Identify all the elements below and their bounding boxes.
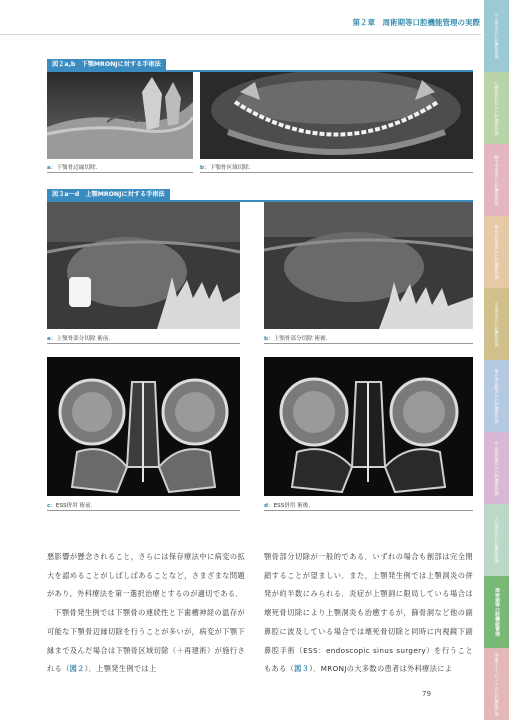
side-tab-6[interactable] [484,360,509,433]
side-tab-8[interactable] [484,504,509,577]
page-number: 79 [422,690,431,698]
side-tab-7[interactable] [484,432,509,505]
figure3a-xray-image [47,202,240,329]
figure3-label: 図３a〜d 上顎MRONJに対する手術法 [47,189,170,200]
figure3d-caption-letter: d [264,503,269,509]
figure2a-caption [47,163,97,171]
figure3d-caption-rule [264,510,473,511]
figure2b-caption-rule [200,172,473,173]
side-tab-1[interactable] [484,0,509,73]
body-text-left-column [47,548,245,679]
side-tab-5[interactable] [484,288,509,361]
side-tab-label: 小児患者の口腔機能管理 [494,300,500,348]
figure2a-caption-rule [47,172,193,173]
body-paragraph-2 [47,604,245,679]
figure2b-caption-text: ：下顎骨区域切除. [204,165,251,171]
figure3-reference: 図３ [294,664,310,674]
header-divider [0,34,481,35]
body-paragraph-1: 悪影響が懸念されること，さらには保存療法中に病変の拡大を認めることがしばしばあることなど，さまざまな問題があり，外科療法を第一選択治療とするのが適切である． [47,552,245,599]
chapter-title: 第２章 周術期等口腔機能管理の実際 [352,18,480,27]
figure2a-caption-letter: a [47,165,51,171]
side-tab-10[interactable] [484,648,509,721]
figure2-label: 図２a,b 下顎MRONJに対する手術法 [47,59,166,70]
figure3c-caption-rule [47,510,240,511]
side-tab-4[interactable] [484,216,509,289]
figure3a-caption [47,334,110,342]
side-tab-label: がん患者の口腔機能管理 [494,12,500,60]
side-tab-label: 脳卒中患者の口腔機能管理 [494,154,500,206]
figure3b-caption-text: ：上顎骨部分切除 術後. [268,336,328,342]
figure2b-caption [200,163,251,171]
figure3d-ct-image [264,357,473,496]
figure3a-caption-letter: a [47,336,51,342]
figure3c-caption-text: ：ESS併用 術前. [50,503,93,509]
figure2b-panoramic-xray-image [200,72,473,159]
figure3a-caption-text: ：上顎骨部分切除 術前. [50,336,111,342]
side-tab-label: 周術期等口腔機能管理 [494,588,499,636]
figure3b-caption-rule [264,343,473,344]
body-paragraph-2-tail: ）．上顎発生例では上 [84,664,157,674]
side-tab-9-active[interactable] [484,576,509,649]
body-paragraph-3-text: 顎骨部分切除が一般的である．いずれの場合も創部は完全閉鎖することが望ましい．また，上顎発生例では上顎洞炎の併発が約半数にみられる．炎症が上顎洞に限局している場合は壊死骨切除により上顎洞炎も治癒するが，篩骨洞など他の副鼻腔に波及している場合では壊死骨切除と同時に内視鏡下副鼻腔手術（ESS：endoscopic sinus surgery）を行うこともある（ [264,552,473,674]
figure2a-caption-text: ：下顎骨辺縁切除. [50,165,98,171]
figure3b-caption-letter: b [264,336,269,342]
side-tab-3[interactable] [484,144,509,217]
body-paragraph-3 [264,548,473,679]
side-tab-label: がん薬物療法の口腔機能管理 [494,440,500,496]
figure2a-xray-image [47,72,193,159]
figure3b-xray-image [264,202,473,329]
figure3c-caption-letter: c [47,503,51,509]
figure2b-caption-letter: b [200,165,205,171]
side-tab-label: 整形外科患者の口腔機能管理 [494,224,500,280]
body-paragraph-3-tail: ）．MRONJの大多数の患者は外科療法によ [309,664,453,674]
side-tab-label: 関連するトピックの口腔機能管理 [494,652,500,716]
body-text-right-column [264,548,473,679]
figure3b-caption [264,334,328,342]
side-tab-label: 要介護高齢者の口腔機能管理 [494,368,500,424]
figure3a-caption-rule [47,343,240,344]
side-tab-2[interactable] [484,72,509,145]
figure3c-caption [47,501,93,509]
side-tab-label: 心臓血管外科の口腔機能管理 [494,80,500,136]
figure3c-ct-image [47,357,240,496]
side-tab-label: 入院患者の口腔機能管理 [494,516,500,564]
figure2-reference: 図２ [69,664,85,674]
body-paragraph-2-text: 下顎骨発生例では下顎骨の連続性と下歯槽神経の温存が可能な下顎骨辺縁切除を行うことが多いが，病変が下顎下縁まで及んだ場合は下顎骨区域切除（＋再建術）が施行される（ [47,608,245,674]
figure3d-caption-text: ：ESS併用 術後. [268,503,311,509]
figure3d-caption [264,501,310,509]
